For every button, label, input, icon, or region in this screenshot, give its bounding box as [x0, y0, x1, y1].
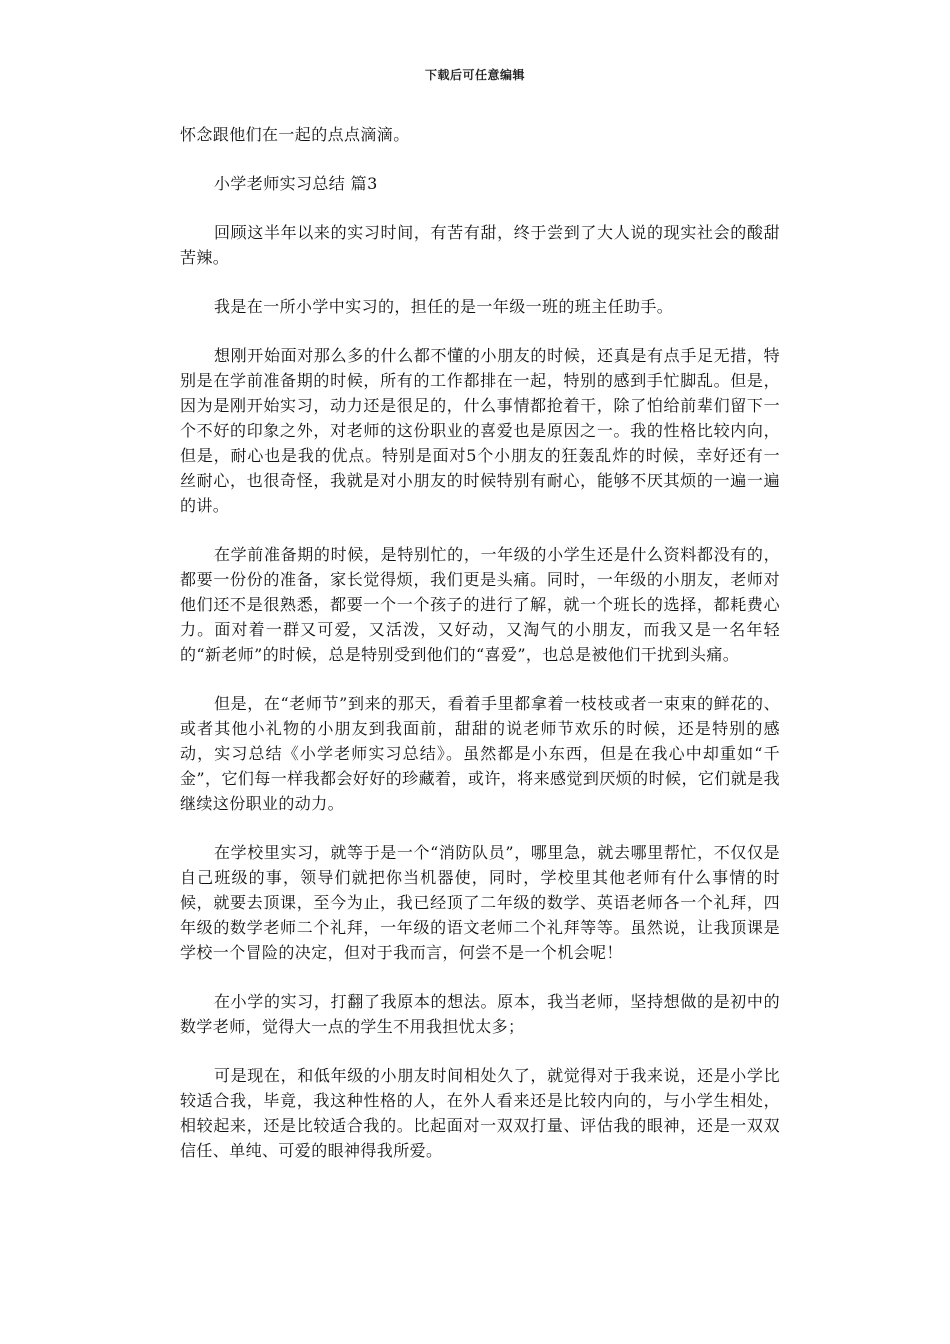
paragraph-closing-line: 怀念跟他们在一起的点点滴滴。: [180, 125, 410, 144]
paragraph-role: 我是在一所小学中实习的，担任的是一年级一班的班主任助手。: [214, 297, 674, 316]
paragraph-review: 回顾这半年以来的实习时间，有苦有甜，终于尝到了大人说的现实社会的酸甜苦辣。: [180, 223, 780, 267]
document-body: [180, 122, 780, 1187]
paragraph-teachers-day: 但是，在“老师节”到来的那天，看着手里都拿着一枝枝或者一束束的鲜花的、或者其他小礼物的小朋友到我面前，甜甜的说老师节欢乐的时候，还是特别的感动，实习总结《小学老师实习总结》。虽然都是小东西，但是在我心中却重如“千金”，它们每一样我都会好好的珍藏着，或许，将来感觉到厌烦的时候，它们就是我继续这份职业的动力。: [180, 694, 780, 813]
paragraph-substitute: 在学校里实习，就等于是一个“消防队员”，哪里急，就去哪里帮忙，不仅仅是自己班级的事，领导们就把你当机器使，同时，学校里其他老师有什么事情的时候，就要去顶课，至今为止，我已经顶了二年级的数学、英语老师各一个礼拜，四年级的数学老师二个礼拜，一年级的语文老师二个礼拜等等。虽然说，让我顶课是学校一个冒险的决定，但对于我而言，何尝不是一个机会呢！: [180, 843, 780, 962]
paragraph-changed-mind: 在小学的实习，打翻了我原本的想法。原本，我当老师，坚持想做的是初中的数学老师，觉得大一点的学生不用我担忧太多；: [180, 992, 780, 1036]
paragraph-conclusion: 可是现在，和低年级的小朋友时间相处久了，就觉得对于我来说，还是小学比较适合我，毕竟，我这种性格的人，在外人看来还是比较内向的，与小学生相处，相较起来，还是比较适合我的。比起面对一双双打量、评估我的眼神，还是一双双信任、单纯、可爱的眼神得我所爱。: [180, 1066, 780, 1160]
section-title: 小学老师实习总结 篇3: [214, 174, 378, 193]
paragraph-first-days: 想刚开始面对那么多的什么都不懂的小朋友的时候，还真是有点手足无措，特别是在学前准备期的时候，所有的工作都排在一起，特别的感到手忙脚乱。但是，因为是刚开始实习，动力还是很足的，什么事情都抢着干，除了怕给前辈们留下一个不好的印象之外，对老师的这份职业的喜爱也是原因之一。我的性格比较内向，但是，耐心也是我的优点。特别是面对5个小朋友的狂轰乱炸的时候，幸好还有一丝耐心，也很奇怪，我就是对小朋友的时候特别有耐心，能够不厌其烦的一遍一遍的讲。: [180, 346, 780, 515]
paragraph-preparation: 在学前准备期的时候，是特别忙的，一年级的小学生还是什么资料都没有的，都要一份份的准备，家长觉得烦，我们更是头痛。同时，一年级的小朋友，老师对他们还不是很熟悉，都要一个一个孩子的进行了解，就一个班长的选择，都耗费心力。面对着一群又可爱，又活泼，又好动，又淘气的小朋友，而我又是一名年轻的“新老师”的时候，总是特别受到他们的“喜爱”，也总是被他们干扰到头痛。: [180, 545, 780, 664]
page-header-note: 下载后可任意编辑: [424, 68, 525, 82]
